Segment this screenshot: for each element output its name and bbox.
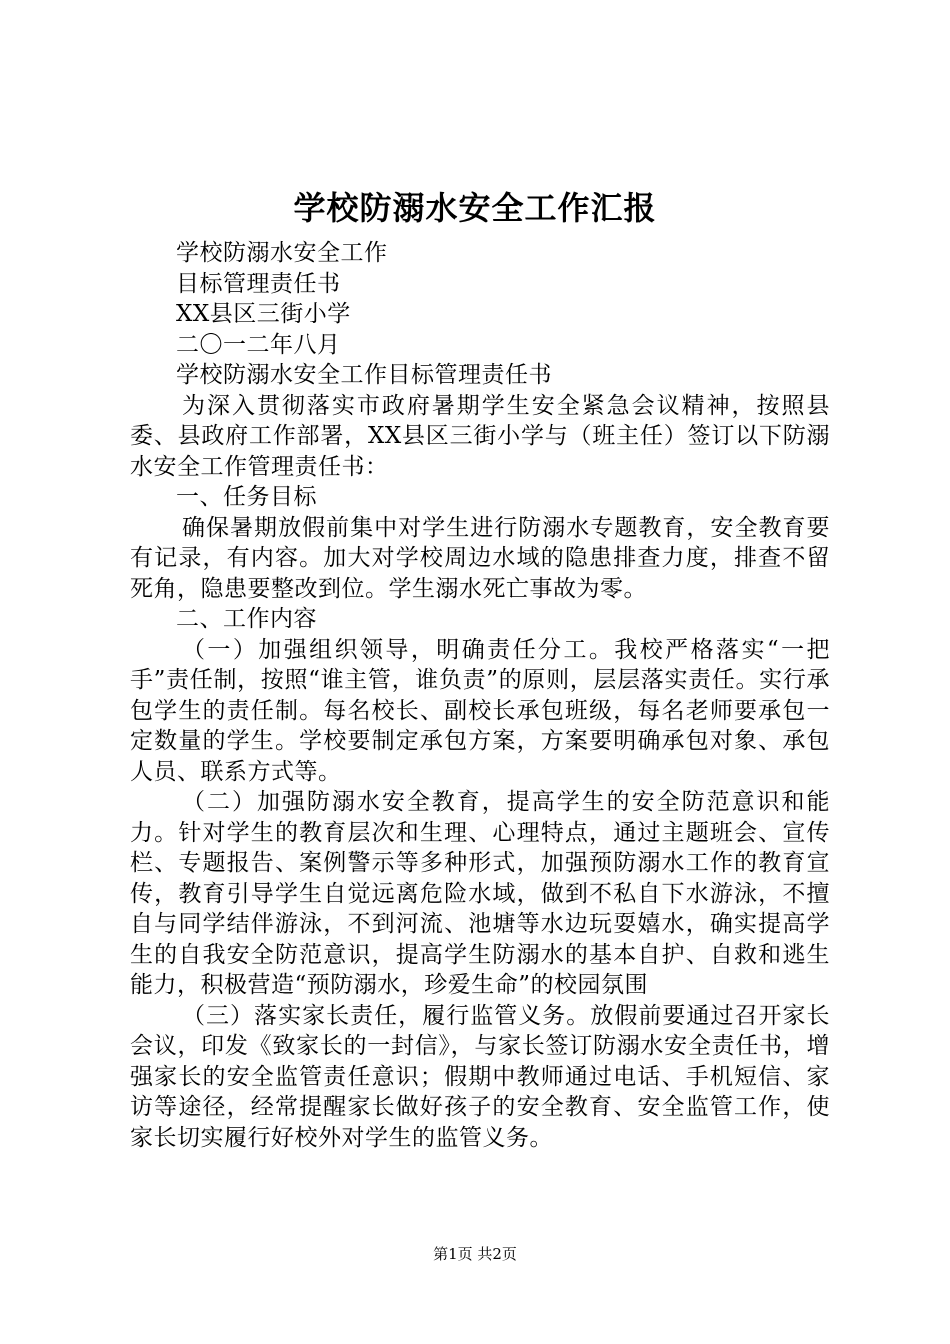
heading-line-1: 学校防溺水安全工作	[176, 240, 388, 266]
paragraph-content-1: （一）加强组织领导，明确责任分工。我校严格落实“一把手”责任制，按照“谁主管，谁负责”的原则，层层落实责任。实行承包学生的责任制。每名校长、副校长承包班级，每名老师要承包一定数量的学生。学校要制定承包方案，方案要明确承包对象、承包人员、联系方式等。	[130, 636, 830, 785]
paragraph-content-3: （三）落实家长责任，履行监管义务。放假前要通过召开家长会议，印发《致家长的一封信》，与家长签订防溺水安全责任书，增强家长的安全监管责任意识；假期中教师通过电话、手机短信、家访等途径，经常提醒家长做好孩子的安全教育、安全监管工作，使家长切实履行好校外对学生的监管义务。	[130, 1002, 830, 1151]
document-body	[130, 238, 830, 1153]
document-title: 学校防溺水安全工作汇报	[293, 189, 657, 227]
section-heading-content: 二、工作内容	[176, 606, 317, 632]
heading-line-2: 目标管理责任书	[176, 270, 341, 297]
paragraph-goals: 确保暑期放假前集中对学生进行防溺水专题教育，安全教育要有记录，有内容。加大对学校周边水域的隐患排查力度，排查不留死角，隐患要整改到位。学生溺水死亡事故为零。	[130, 514, 830, 602]
heading-line-5: 学校防溺水安全工作目标管理责任书	[176, 362, 552, 388]
page-footer: 第1页 共2页	[433, 1245, 517, 1263]
heading-line-4: 二〇一二年八月	[176, 331, 341, 358]
section-heading-goals: 一、任务目标	[176, 484, 317, 510]
paragraph-intro: 为深入贯彻落实市政府暑期学生安全紧急会议精神，按照县委、县政府工作部署，XX县区三街小学与（班主任）签订以下防溺水安全工作管理责任书：	[130, 392, 830, 480]
heading-line-3: XX县区三街小学	[176, 301, 351, 327]
paragraph-content-2: （二）加强防溺水安全教育，提高学生的安全防范意识和能力。针对学生的教育层次和生理、心理特点，通过主题班会、宣传栏、专题报告、案例警示等多种形式，加强预防溺水工作的教育宣传，教育引导学生自觉远离危险水域，做到不私自下水游泳，不擅自与同学结伴游泳，不到河流、池塘等水边玩耍嬉水，确实提高学生的自我安全防范意识，提高学生防溺水的基本自护、自救和逃生能力，积极营造“预防溺水，珍爱生命”的校园氛围	[130, 789, 830, 998]
